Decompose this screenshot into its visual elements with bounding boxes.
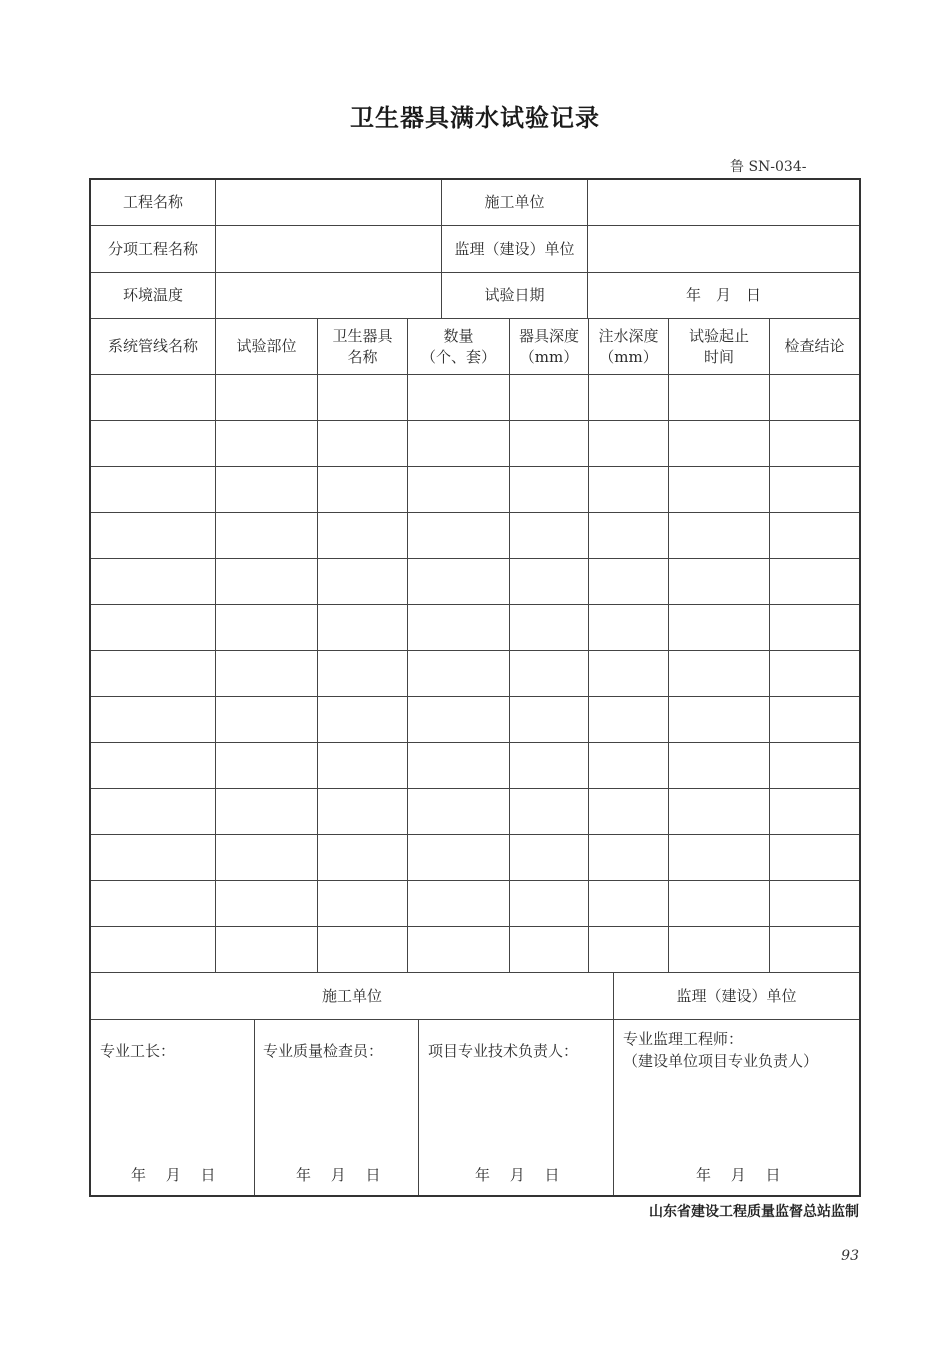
- construction-unit-value[interactable]: [588, 180, 859, 225]
- col-divider: [668, 318, 669, 972]
- ambient-temp-label: 环境温度: [122, 286, 183, 304]
- supervising-engineer-label: 专业监理工程师：: [623, 1030, 744, 1048]
- issuer-footer: 山东省建设工程质量监督总站监制: [649, 1204, 859, 1220]
- signoff-construction-unit-label: 施工单位: [321, 986, 382, 1005]
- col-divider: [418, 1019, 419, 1195]
- form-table: [89, 178, 861, 1197]
- supervision-unit-value[interactable]: [588, 226, 859, 272]
- col-divider: [254, 1019, 255, 1195]
- row-divider: [91, 466, 859, 467]
- ambient-temp-value[interactable]: [216, 273, 441, 318]
- sub-project-value[interactable]: [216, 226, 441, 272]
- col-header-fill-depth: 注水深度 （mm）: [598, 326, 659, 366]
- foreman-date[interactable]: 年 月 日: [131, 1166, 216, 1184]
- test-date-value[interactable]: 年 月 日: [685, 286, 761, 304]
- col-header-test-time: 试验起止 时间: [688, 326, 749, 366]
- col-header-quantity: 数量 （个、套）: [420, 326, 496, 366]
- row-divider: [91, 420, 859, 421]
- technical-lead-label: 项目专业技术负责人：: [428, 1042, 579, 1060]
- page-number: 93: [841, 1248, 859, 1264]
- row-divider: [91, 1019, 859, 1020]
- sub-project-label: 分项工程名称: [107, 239, 198, 258]
- row-divider: [91, 696, 859, 697]
- col-header-fixture-name: 卫生器具 名称: [332, 326, 393, 366]
- signoff-supervision-unit-label: 监理（建设）单位: [676, 986, 797, 1005]
- row-divider: [91, 788, 859, 789]
- col-header-test-location: 试验部位: [236, 337, 297, 355]
- row-divider: [91, 558, 859, 559]
- row-divider: [91, 834, 859, 835]
- page-title: 卫生器具满水试验记录: [350, 104, 600, 132]
- col-header-pipeline-name: 系统管线名称: [107, 337, 198, 355]
- col-divider: [769, 318, 770, 972]
- col-header-conclusion: 检查结论: [784, 337, 845, 355]
- row-divider: [91, 512, 859, 513]
- foreman-label: 专业工长：: [100, 1042, 176, 1060]
- row-divider: [91, 650, 859, 651]
- col-divider: [215, 318, 216, 972]
- construction-unit-label: 施工单位: [484, 193, 545, 211]
- project-name-label: 工程名称: [122, 193, 183, 211]
- project-name-value[interactable]: [216, 180, 441, 225]
- quality-inspector-date[interactable]: 年 月 日: [296, 1166, 381, 1184]
- col-divider: [317, 318, 318, 972]
- col-divider: [407, 318, 408, 972]
- technical-lead-date[interactable]: 年 月 日: [475, 1166, 560, 1184]
- supervising-engineer-date[interactable]: 年 月 日: [696, 1166, 781, 1184]
- form-code: 鲁 SN-034-: [730, 159, 807, 175]
- col-divider: [509, 318, 510, 972]
- row-divider: [91, 604, 859, 605]
- row-divider: [91, 742, 859, 743]
- quality-inspector-label: 专业质量检查员：: [263, 1042, 384, 1060]
- row-divider: [91, 374, 859, 375]
- row-divider: [91, 926, 859, 927]
- col-divider: [588, 318, 589, 972]
- col-header-fixture-depth: 器具深度 （mm）: [518, 326, 579, 366]
- owner-rep-label: （建设单位项目专业负责人）: [623, 1052, 819, 1070]
- test-date-label: 试验日期: [484, 286, 545, 304]
- supervision-unit-label: 监理（建设）单位: [454, 239, 575, 258]
- row-divider: [91, 880, 859, 881]
